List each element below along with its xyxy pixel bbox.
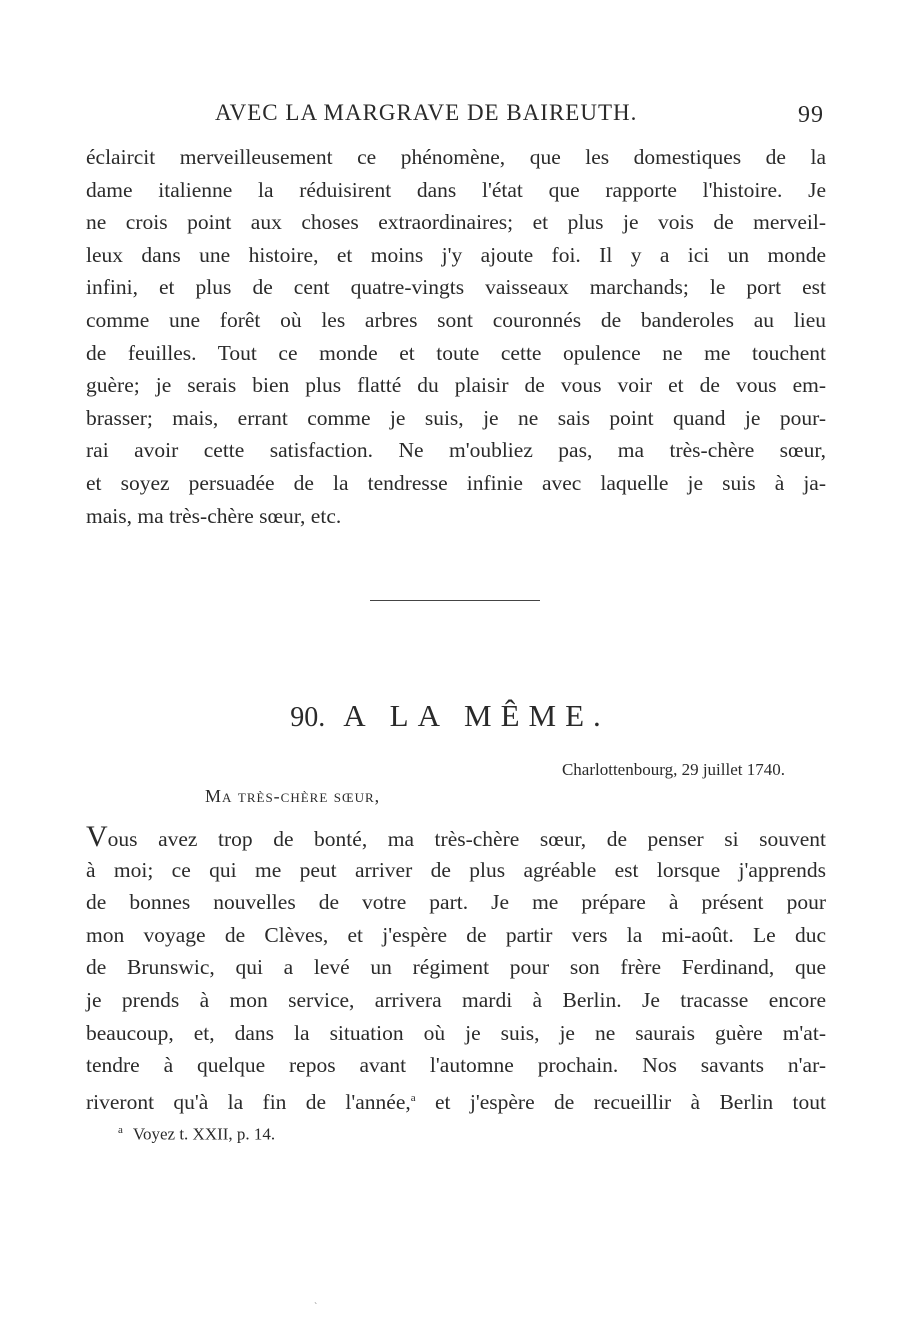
text-line: leux dans une histoire, et moins j'y ajoute foi. Il y a ici un monde [86,242,826,267]
text-line: rai avoir cette satisfaction. Ne m'oubliez pas, ma très-chère sœur, [86,438,826,463]
letter-salutation: Ma très-chère sœur, [205,786,381,806]
text-line: tendre à quelque repos avant l'automne prochain. Nos savants n'ar- [86,1053,826,1078]
letter-number: 90. [290,702,326,733]
print-speck: ˋ [314,1302,318,1313]
footnote-marker: a [118,1124,123,1136]
footnote-reference[interactable]: a [410,1091,416,1104]
text-line: de Brunswic, qui a levé un régiment pour son frère Ferdinand, que [86,955,826,980]
text-line: brasser; mais, errant comme je suis, je ne sais point quand je pour- [86,405,826,430]
text-line: de feuilles. Tout ce monde et toute cette opulence ne me touchent [86,340,826,365]
drop-cap: V [86,820,108,853]
letter-heading [0,698,900,734]
footnote-text: Voyez t. XXII, p. 14. [132,1124,276,1144]
text-line: de bonnes nouvelles de votre part. Je me prépare à présent pour [86,890,826,915]
text-line: mon voyage de Clèves, et j'espère de partir vers la mi-août. Le duc [86,922,826,947]
text-line: mais, ma très-chère sœur, etc. [86,503,342,528]
text-line: dame italienne la réduisirent dans l'état que rapporte l'histoire. Je [86,177,826,202]
footnote [118,1124,275,1145]
text-line: je prends à mon service, arrivera mardi à Berlin. Je tracasse encore [86,987,826,1012]
section-divider [370,600,540,601]
text-line: éclaircit merveilleusement ce phénomène, que les domestiques de la [86,145,826,169]
page-number: 99 [798,102,824,128]
letter-title: A LA MÊME. [343,698,610,733]
text-line: à moi; ce qui me peut arriver de plus agréable est lorsque j'apprends [86,857,826,882]
letter-body [86,821,826,1114]
text-line: et soyez persuadée de la tendresse infinie avec laquelle je suis à ja- [86,470,826,495]
text-line: guère; je serais bien plus flatté du plaisir de vous voir et de vous em- [86,373,826,398]
text-line: ne crois point aux choses extraordinaires; et plus je vois de merveil- [86,210,826,235]
text-line: infini, et plus de cent quatre-vingts vaisseaux marchands; le port est [86,275,826,300]
running-head-title: AVEC LA MARGRAVE DE BAIREUTH. [215,100,638,125]
text-line: Vous avez trop de bonté, ma très-chère sœur, de penser si souvent [86,820,826,853]
text-line: comme une forêt où les arbres sont couronnés de banderoles au lieu [86,307,826,332]
text-line: beaucoup, et, dans la situation où je suis, je ne saurais guère m'at- [86,1020,826,1045]
paragraph-continued [86,141,826,532]
letter-date: Charlottenbourg, 29 juillet 1740. [561,760,785,779]
text-line: riveront qu'à la fin de l'année,$^a$ et j'espère de recueillir à Berlin tout [86,1089,826,1114]
